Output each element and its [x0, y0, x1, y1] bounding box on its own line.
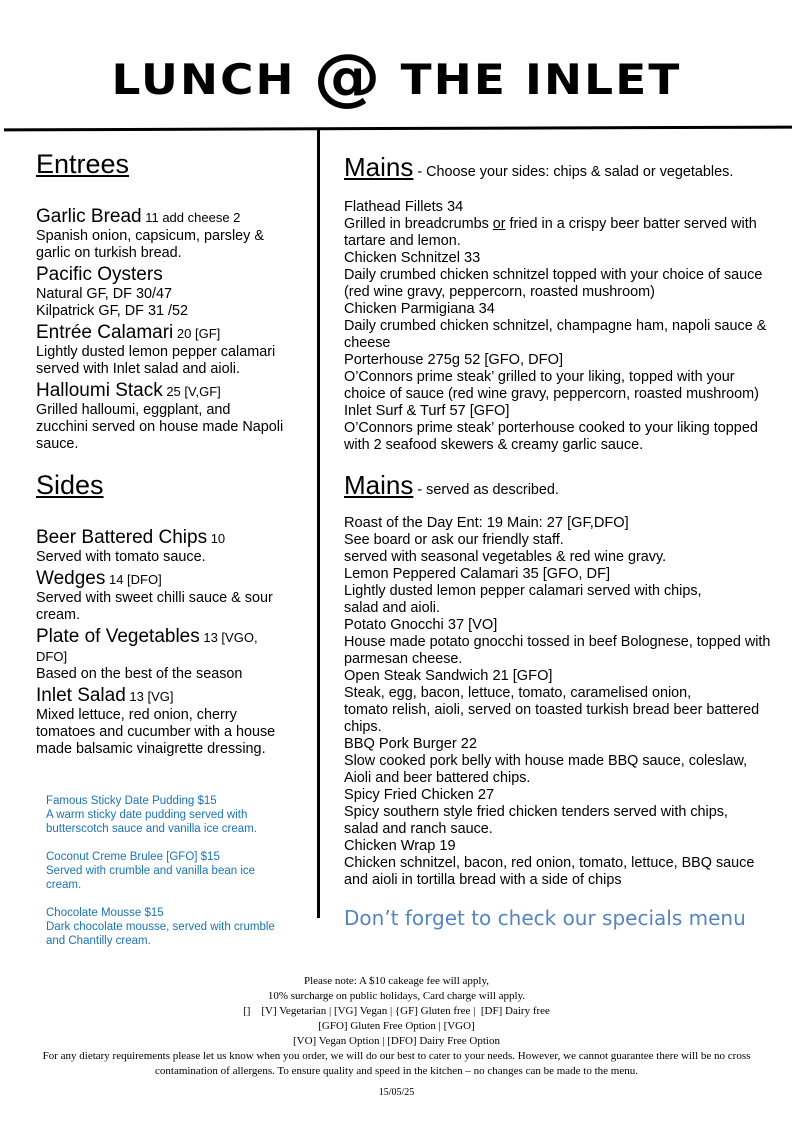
- item-price: 14 [DFO]: [105, 572, 162, 587]
- item-name: Chicken Wrap 19: [344, 838, 456, 854]
- menu-item: [36, 380, 284, 453]
- item-name: Pacific Oysters: [36, 264, 163, 285]
- menu-date: 15/05/25: [378, 1087, 415, 1098]
- menu-item: [36, 322, 284, 378]
- item-description: Served with tomato sauce.: [36, 549, 206, 565]
- item-name: Potato Gnocchi 37 [VO]: [344, 617, 498, 633]
- top-divider: [4, 126, 792, 132]
- item-description: Natural GF, DF 30/47: [36, 286, 172, 302]
- item-name: Inlet Salad: [36, 685, 126, 706]
- mains-heading: Mains: [344, 470, 414, 500]
- footer-line: For any dietary requirements please let us know when you order, we will do our best to cater to your needs. However, we cannot guarantee there will be no cross contamination of allergens. To ensure quality and speed in the kitchen – no changes can be made to the menu.: [42, 1050, 751, 1077]
- item-price: 20 [GF]: [173, 326, 221, 341]
- mains-choose-header: [344, 152, 774, 183]
- item-description: tomato relish, aioli, served on toasted turkish bread beer battered chips.: [344, 702, 760, 735]
- menu-item: [344, 199, 774, 250]
- item-name: Flathead Fillets 34: [344, 199, 464, 215]
- mains-described-header: [344, 470, 774, 501]
- item-description: Spanish onion, capsicum, parsley & garlic on turkish bread.: [36, 228, 264, 261]
- item-name: Chicken Schnitzel 33: [344, 250, 481, 266]
- dessert-item: [46, 906, 276, 948]
- dessert-item: [46, 794, 276, 836]
- item-description: Grilled halloumi, eggplant, and zucchini served on house made Napoli sauce.: [36, 402, 284, 452]
- item-name: Open Steak Sandwich 21 [GFO]: [344, 668, 553, 684]
- entrees-heading: Entrees: [36, 149, 130, 179]
- dessert-name: Chocolate Mousse $15: [46, 907, 164, 919]
- menu-item: [344, 403, 774, 454]
- item-description: O’Connors prime steak’ porterhouse cooked to your liking topped with 2 seafood skewers & creamy garlic sauce.: [344, 420, 758, 453]
- item-description: O’Connors prime steak’ grilled to your liking, topped with your choice of sauce (red wine gravy, peppercorn, roasted mushroom): [344, 369, 759, 402]
- specials-note: Don’t forget to check our specials menu: [344, 906, 746, 930]
- item-description: Spicy southern style fried chicken tenders served with chips,: [344, 804, 728, 820]
- menu-item: [36, 206, 284, 262]
- item-description: salad and ranch sauce.: [344, 821, 493, 837]
- item-description: Slow cooked pork belly with house made BBQ sauce, coleslaw,: [344, 753, 748, 769]
- item-name: Porterhouse 275g 52 [GFO, DFO]: [344, 352, 564, 368]
- item-price: 11 add cheese 2: [141, 210, 241, 225]
- item-name: Halloumi Stack: [36, 380, 163, 401]
- menu-item: [344, 301, 774, 352]
- item-name: Wedges: [36, 568, 106, 589]
- item-description: Served with sweet chilli sauce & sour cream.: [36, 590, 273, 623]
- menu-item: [344, 515, 774, 566]
- left-column: [36, 148, 284, 758]
- item-description: Daily crumbed chicken schnitzel topped with your choice of sauce (red wine gravy, peppercorn, roasted mushroom): [344, 267, 763, 300]
- mains-heading: Mains: [344, 152, 414, 182]
- item-name: BBQ Pork Burger 22: [344, 736, 478, 752]
- item-name: Beer Battered Chips: [36, 527, 208, 548]
- item-name: Plate of Vegetables: [36, 626, 200, 647]
- menu-item: [344, 352, 774, 403]
- menu-item: [344, 566, 774, 617]
- menu-item: [344, 838, 774, 889]
- menu-item: [36, 626, 284, 683]
- item-description: Lightly dusted lemon pepper calamari served with chips,: [344, 583, 702, 599]
- menu-item: [36, 527, 284, 566]
- item-description: Lightly dusted lemon pepper calamari served with Inlet salad and aioli.: [36, 344, 276, 377]
- menu-item: [36, 264, 284, 320]
- dessert-description: Dark chocolate mousse, served with crumble and Chantilly cream.: [46, 921, 275, 947]
- right-column: [344, 152, 774, 889]
- dessert-description: Served with crumble and vanilla bean ice cream.: [46, 865, 256, 891]
- dessert-description: A warm sticky date pudding served with butterscotch sauce and vanilla ice cream.: [46, 809, 257, 835]
- mains-subheading: - served as described.: [413, 482, 559, 498]
- item-description: See board or ask our friendly staff.: [344, 532, 564, 548]
- item-price: 13 [VGO, DFO]: [36, 630, 258, 664]
- column-divider: [317, 130, 320, 918]
- item-description: Chicken schnitzel, bacon, red onion, tomato, lettuce, BBQ sauce and aioli in tortilla bread with a side of chips: [344, 855, 755, 888]
- item-description: Daily crumbed chicken schnitzel, champagne ham, napoli sauce & cheese: [344, 318, 767, 351]
- desserts-list: [46, 794, 276, 962]
- dessert-item: [46, 850, 276, 892]
- dessert-name: Coconut Creme Brulee [GFO] $15: [46, 851, 220, 863]
- footer-notes: [30, 974, 763, 1079]
- item-price: 13 [VG]: [125, 689, 174, 704]
- item-description: Mixed lettuce, red onion, cherry tomatoes and cucumber with a house made balsamic vinaigrette dressing.: [36, 707, 276, 757]
- sides-heading: Sides: [36, 470, 104, 500]
- menu-item: [344, 617, 774, 668]
- item-description: House made potato gnocchi tossed in beef Bolognese, topped with parmesan cheese.: [344, 634, 771, 667]
- item-price: 10: [207, 531, 226, 546]
- item-description: served with seasonal vegetables & red wine gravy.: [344, 549, 667, 565]
- item-price: 25 [V,GF]: [162, 384, 221, 399]
- title-part-2: THE INLET: [382, 55, 682, 104]
- item-name: Lemon Peppered Calamari 35 [GFO, DF]: [344, 566, 611, 582]
- menu-item: [36, 685, 284, 758]
- item-name: Garlic Bread: [36, 206, 142, 227]
- item-description: Kilpatrick GF, DF 31 /52: [36, 303, 188, 319]
- menu-item: [344, 250, 774, 301]
- page-title: [0, 40, 793, 113]
- item-name: Roast of the Day Ent: 19 Main: 27 [GF,DFO]: [344, 515, 629, 531]
- item-name: Inlet Surf & Turf 57 [GFO]: [344, 403, 510, 419]
- menu-item: [344, 787, 774, 838]
- item-description: Based on the best of the season: [36, 666, 243, 682]
- dessert-name: Famous Sticky Date Pudding $15: [46, 795, 217, 807]
- title-part-1: LUNCH: [111, 55, 314, 104]
- menu-item: [344, 668, 774, 736]
- title-at-symbol: @: [313, 40, 383, 113]
- item-description: Aioli and beer battered chips.: [344, 770, 531, 786]
- footer-line: 10% surcharge on public holidays, Card charge will apply.: [267, 990, 526, 1002]
- menu-item: [36, 568, 284, 624]
- menu-item: [344, 736, 774, 787]
- item-description: Grilled in breadcrumbs or fried in a crispy beer batter served with tartare and lemon.: [344, 216, 757, 249]
- footer-line: Please note: A $10 cakeage fee will apply,: [303, 975, 489, 987]
- item-description: Steak, egg, bacon, lettuce, tomato, caramelised onion,: [344, 685, 692, 701]
- item-name: Chicken Parmigiana 34: [344, 301, 495, 317]
- footer-line: [] [V] Vegetarian | [VG] Vegan | {GF] Gluten free | [DF] Dairy free: [243, 1005, 550, 1017]
- item-name: Entrée Calamari: [36, 322, 174, 343]
- item-name: Spicy Fried Chicken 27: [344, 787, 495, 803]
- footer-line: [GFO] Gluten Free Option | [VGO]: [318, 1020, 475, 1032]
- mains-subheading: - Choose your sides: chips & salad or vegetables.: [413, 164, 734, 180]
- footer-line: [VO] Vegan Option | [DFO] Dairy Free Option: [293, 1035, 500, 1047]
- item-description: salad and aioli.: [344, 600, 441, 616]
